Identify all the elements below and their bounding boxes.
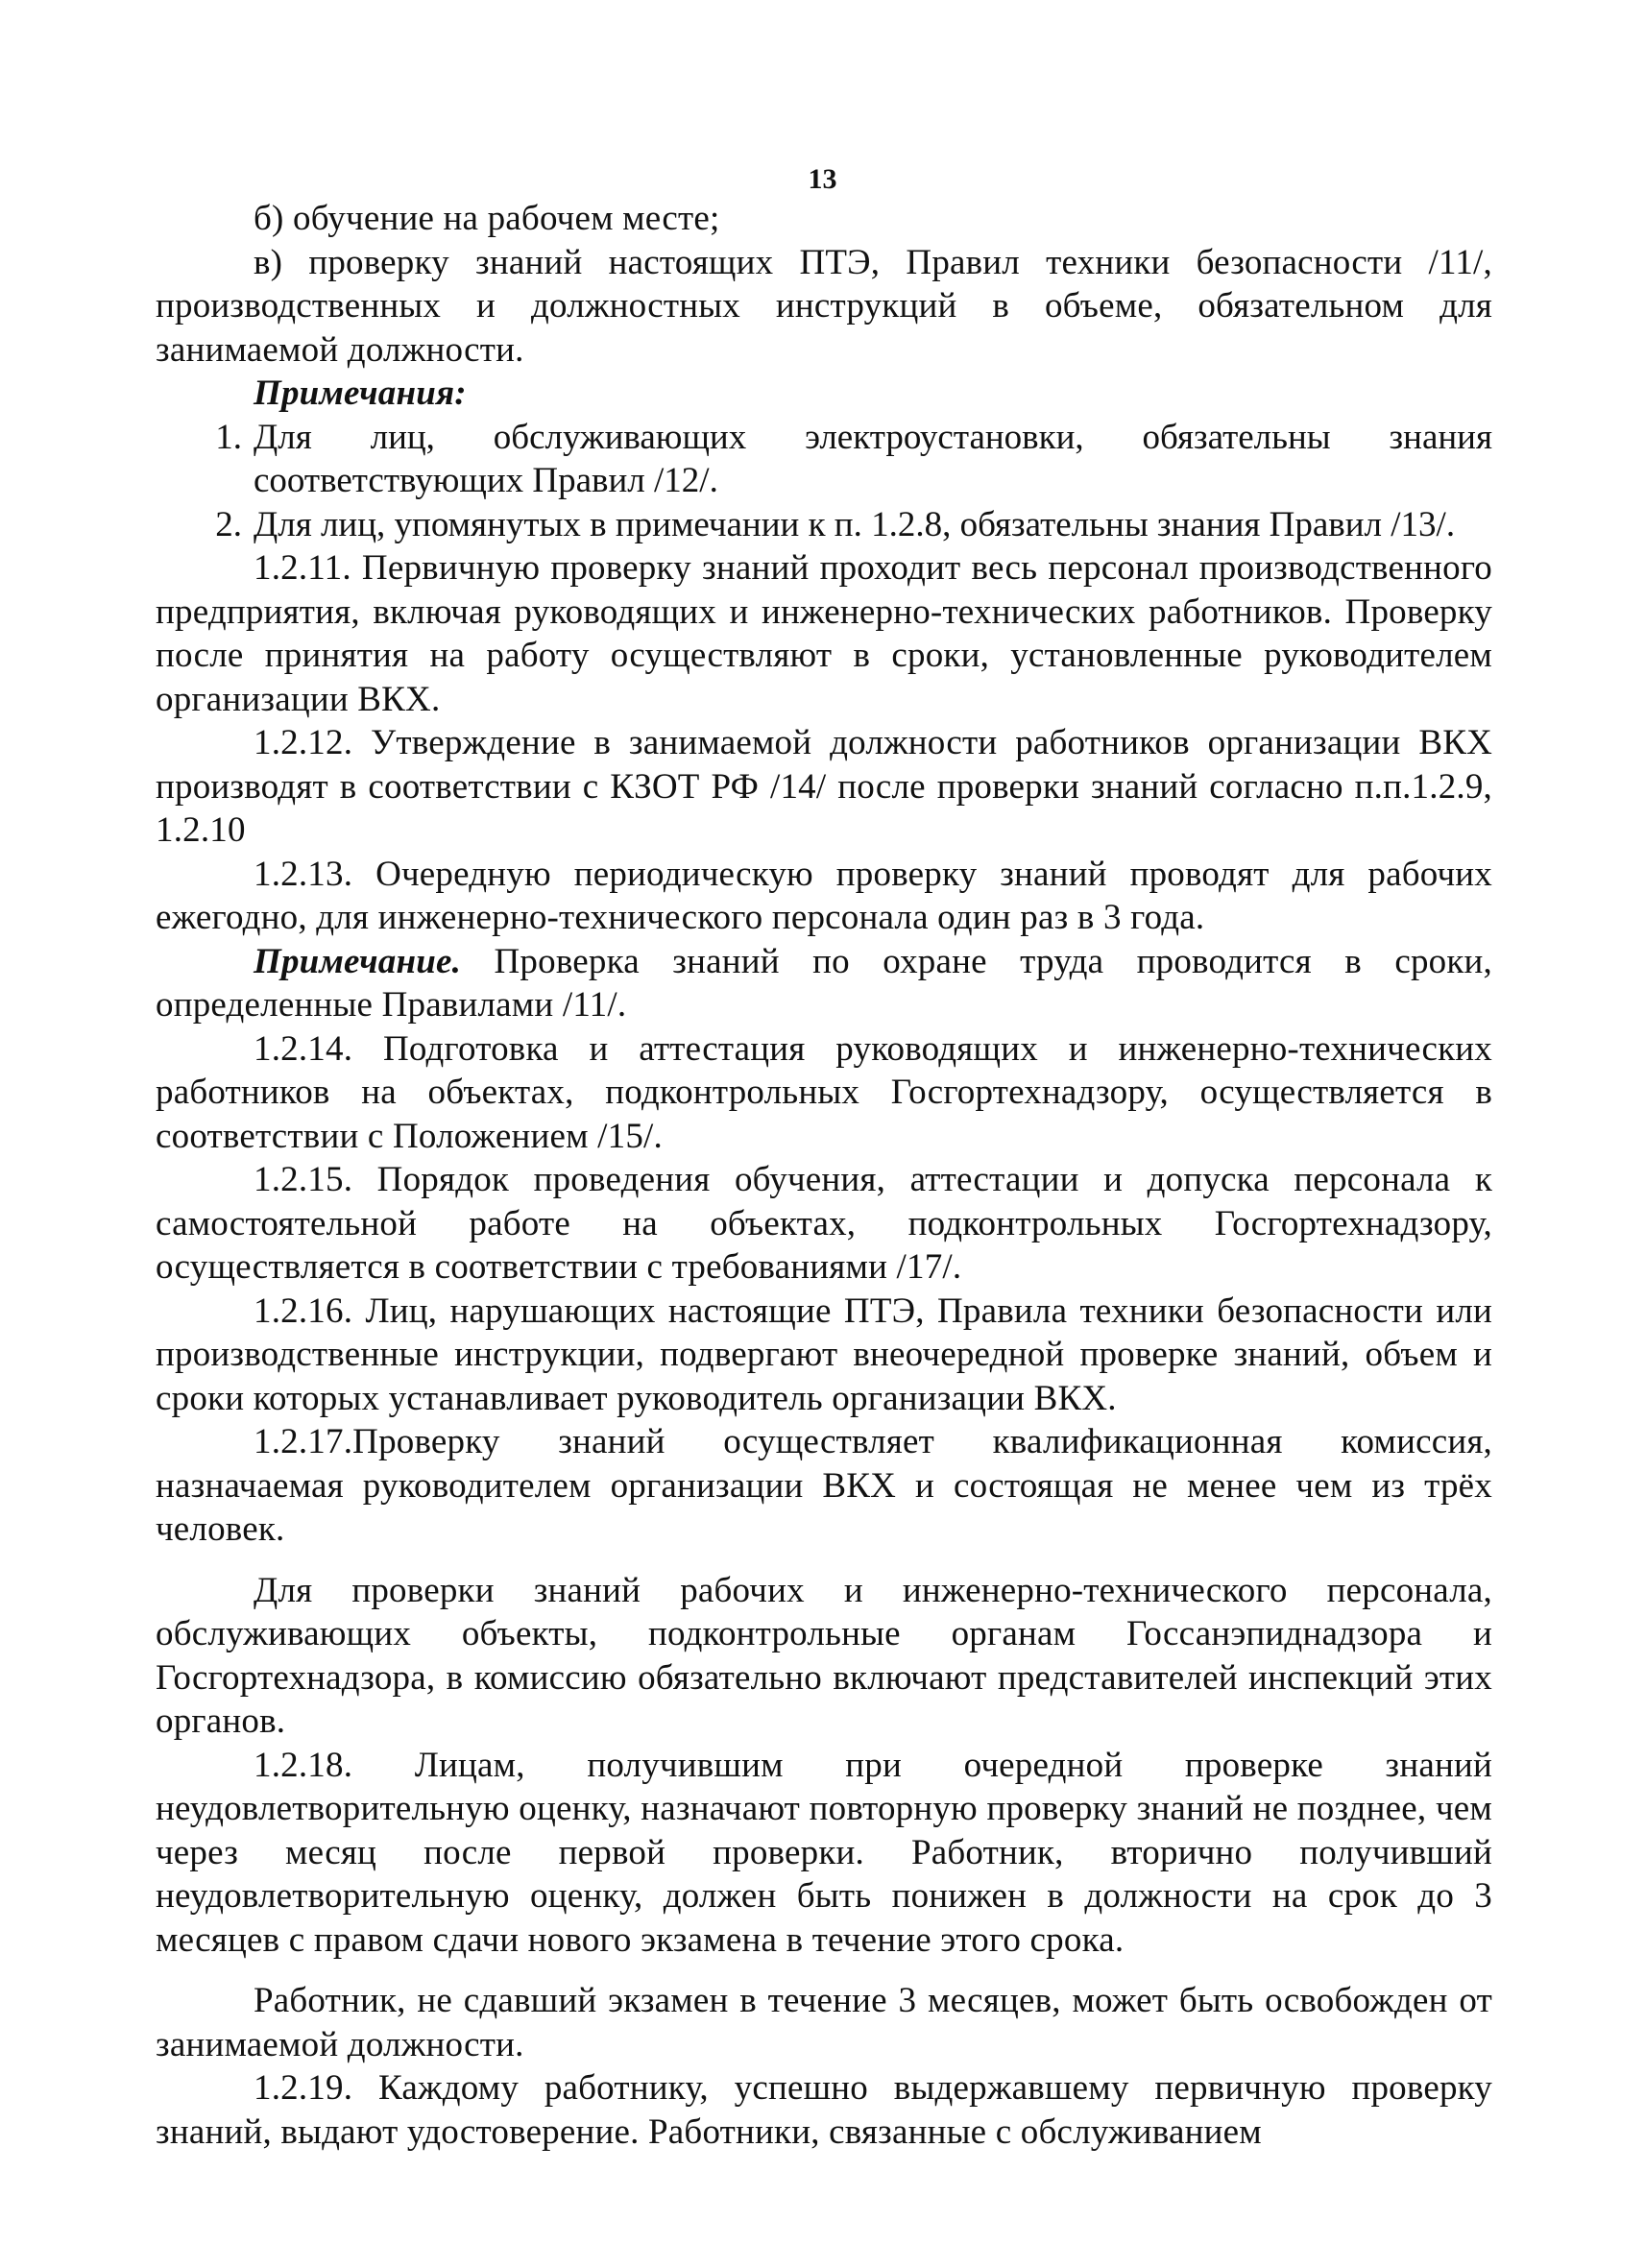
paragraph-1-2-13: 1.2.13. Очередную периодическую проверку знаний проводят для рабочих ежегодно, для инженерно-технического персонала один раз в 3 года. xyxy=(156,854,1492,937)
note-item-2 xyxy=(156,503,1492,547)
paragraph-1-2-18-continued: Работник, не сдавший экзамен в течение 3 месяцев, может быть освобожден от занимаемой должности. xyxy=(156,1981,1492,2064)
paragraph-1-2-15: 1.2.15. Порядок проведения обучения, аттестации и допуска персонала к самостоятельной работе на объектах, подконтрольных Госгортехнадзору, осуществляется в соответствии с требованиями /17/. xyxy=(156,1160,1492,1287)
paragraph-1-2-14: 1.2.14. Подготовка и аттестация руководящих и инженерно-технических работников на объектах, подконтрольных Госгортехнадзору, осуществляется в соответствии с Положением /15/. xyxy=(156,1028,1492,1156)
note-paragraph xyxy=(156,940,1492,1027)
note-text: Для лиц, обслуживающих электроустановки, обязательны знания соответствующих Правил /12/. xyxy=(254,417,1492,500)
note-text: Для лиц, упомянутых в примечании к п. 1.2.8, обязательны знания Правил /13/. xyxy=(254,504,1456,544)
paragraph-1-2-16: 1.2.16. Лиц, нарушающих настоящие ПТЭ, Правила техники безопасности или производственные инструкции, подвергают внеочередной проверке знаний, объем и сроки которых устанавливает руководитель организации ВКХ. xyxy=(156,1291,1492,1418)
paragraph-1-2-11: 1.2.11. Первичную проверку знаний проходит весь персонал производственного предприятия, включая руководящих и инженерно-технических работников. Проверку после принятия на работу осуществляют в сроки, установленные руководителем организации ВКХ. xyxy=(156,548,1492,719)
note-number: 2. xyxy=(215,504,242,544)
page-number: 13 xyxy=(808,163,837,195)
paragraph-item-v: в) проверку знаний настоящих ПТЭ, Правил техники безопасности /11/, производственных и должностных инструкций в объеме, обязательном для занимаемой должности. xyxy=(156,242,1492,370)
paragraph-1-2-12: 1.2.12. Утверждение в занимаемой должности работников организации ВКХ производят в соответствии с КЗОТ РФ /14/ после проверки знаний согласно п.п.1.2.9, 1.2.10 xyxy=(156,723,1492,850)
notes-heading: Примечания: xyxy=(254,374,467,413)
document-body xyxy=(156,197,1492,2154)
note-body: Проверка знаний по охране труда проводится в сроки, определенные Правилами /11/. xyxy=(156,941,1492,1025)
paragraph-1-2-18: 1.2.18. Лицам, получившим при очередной проверке знаний неудовлетворительную оценку, назначают повторную проверку знаний не позднее, чем через месяц после первой проверки. Работник, вторично получивший неудовлетворительную оценку, должен быть понижен в должности на срок до 3 месяцев с правом сдачи нового экзамена в течение этого срока. xyxy=(156,1745,1492,1960)
paragraph-item-b: б) обучение на рабочем месте; xyxy=(254,199,720,238)
note-label: Примечание. xyxy=(254,941,462,981)
note-item-1 xyxy=(156,416,1492,503)
paragraph-1-2-17-continued: Для проверки знаний рабочих и инженерно-технического персонала, обслуживающих объекты, подконтрольные органам Госсанэпиднадзора и Госгортехнадзора, в комиссию обязательно включают представителей инспекций этих органов. xyxy=(156,1570,1492,1741)
paragraph-1-2-19: 1.2.19. Каждому работнику, успешно выдержавшему первичную проверку знаний, выдают удостоверение. Работники, связанные с обслуживанием xyxy=(156,2068,1492,2152)
note-number: 1. xyxy=(215,417,242,457)
paragraph-1-2-17: 1.2.17.Проверку знаний осуществляет квалификационная комиссия, назначаемая руководителем организации ВКХ и состоящая не менее чем из трёх человек. xyxy=(156,1422,1492,1549)
